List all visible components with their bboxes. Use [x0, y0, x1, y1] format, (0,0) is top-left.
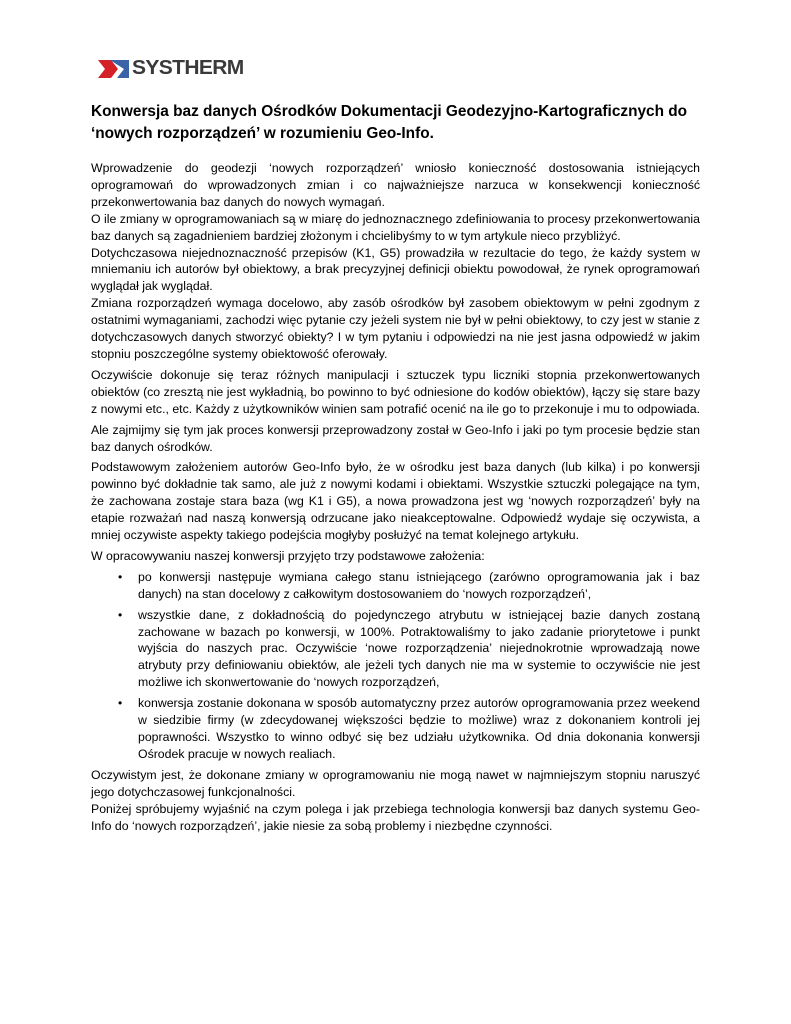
list-item-text: wszystkie dane, z dokładnością do pojedynczego atrybutu w istniejącej bazie danych zostaną zachowane w bazach po konwersji, w 100%. Potraktowaliśmy to jako zadanie priorytetowe i punkt wyjścia do naszych prac. Oczywiście ‘nowe rozporządzenia’ niejednokrotnie wprowadzają nowe atrybuty przy definiowaniu obiektów, ale jeżeli tych danych nie ma w systemie to oczywiście nie jest możliwe ich skonwertowanie do ‘nowych rozporządzeń,: [138, 607, 700, 690]
paragraph-three-assumptions: W opracowywaniu naszej konwersji przyjęto trzy podstawowe założenia:: [91, 548, 485, 563]
logo-wordmark: SYSTHERM: [132, 57, 244, 79]
bullet-icon: •: [118, 696, 123, 711]
paragraph-manipulations: Oczywiście dokonuje się teraz różnych manipulacji i sztuczek typu liczniki stopnia przekonwertowanych obiektów (co zresztą nie jest wykładnią, bo powinno to być odniesione do kodów obiektów), łączy się stare bazy z nowymi etc., etc. Każdy z użytkowników winien sam potrafić ocenić na ile go to przekonuje i mu to odpowiada.: [91, 367, 700, 416]
article-body: [91, 160, 700, 834]
paragraph-intro: Wprowadzenie do geodezji ‘nowych rozporządzeń’ wniosło konieczność dostosowania istniejących oprogramowań do wprowadzonych zmian i co najważniejsze narzuca w konsekwencji konieczność przekonwertowania baz danych do nowych wymagań.: [91, 161, 700, 209]
systherm-logo-mark-icon: [98, 58, 130, 78]
list-item: [91, 695, 700, 763]
document-title: Konwersja baz danych Ośrodków Dokumentacji Geodezyjno-Kartograficznych do ‘nowych rozporządzeń’ w rozumieniu Geo-Info.: [91, 103, 688, 142]
paragraph-changes: O ile zmiany w oprogramowaniach są w miarę do jednoznacznego zdefiniowania to procesy przekonwertowania baz danych są zagadnieniem bardziej złożonym i chcielibyśmy to w tym artykule nieco przybliżyć.: [91, 211, 700, 243]
paragraph-functionality: Oczywistym jest, że dokonane zmiany w oprogramowaniu nie mogą nawet w najmniejszym stopniu naruszyć jego dotychczasowej funkcjonalności.: [91, 767, 700, 799]
list-item: [91, 569, 700, 603]
list-item-text: konwersja zostanie dokonana w sposób automatyczny przez autorów oprogramowania przez weekend w siedzibie firmy (w zdecydowanej większości będzie to możliwe) wraz z dokonaniem kontroli jej poprawności. Wszystko to winno odbyć się bez udziału użytkownika. Od dnia dokonania konwersji Ośrodek pracuje w nowych realiach.: [138, 696, 700, 761]
paragraph-explanation: Poniżej spróbujemy wyjaśnić na czym polega i jak przebiega technologia konwersji baz danych systemu Geo-Info do ‘nowych rozporządzeń’, jakie niesie za sobą problemy i niezbędne czynności.: [91, 801, 700, 833]
paragraph-requirements: Zmiana rozporządzeń wymaga docelowo, aby zasób ośrodków był zasobem obiektowym w pełni zgodnym z ostatnimi wymaganiami, zachodzi więc pytanie czy jeżeli system nie był w pełni obiektowy, to czy jest w stanie z dotychczasowych danych stworzyć obiekty? I w tym pytaniu i odpowiedzi na nie jest jasna odpowiedź w jakim stopniu poszczególne systemy obiektowość oferowały.: [91, 296, 700, 361]
paragraph-conversion-process: Ale zajmijmy się tym jak proces konwersji przeprowadzony został w Geo-Info i jaki po tym procesie będzie stan baz danych ośrodków.: [91, 422, 700, 454]
systherm-logo: [98, 57, 244, 79]
paragraph-assumption: Podstawowym założeniem autorów Geo-Info było, że w ośrodku jest baza danych (lub kilka) i po konwersji powinno być dokładnie tak samo, ale już z nowymi kodami i obiektami. Wszystkie sztuczki polegające na tym, że zachowana zostaje stara baza (wg K1 i G5), a nowa prowadzona jest wg ‘nowych rozporządzeń’ były na etapie rozważań nad naszą konwersją odrzucane jako nieakceptowalne. Odpowiedź wydaje się oczywista, a mniej oczywiste aspekty takiego podejścia mogłyby posłużyć na temat kolejnego artykułu.: [91, 460, 700, 543]
bullet-icon: •: [118, 607, 123, 622]
list-item-text: po konwersji następuje wymiana całego stanu istniejącego (zarówno oprogramowania jak i baz danych) na stan docelowy z całkowitym dostosowaniem do ‘nowych rozporządzeń’,: [138, 569, 700, 601]
assumptions-list: [91, 569, 700, 763]
paragraph-ambiguity: Dotychczasowa niejednoznaczność przepisów (K1, G5) prowadziła w rezultacie do tego, że każdy system w mniemaniu ich autorów był obiektowy, a brak precyzyjnej definicji obiektu powodował, że rynek oprogramowań wyglądał jak wyglądał.: [91, 245, 700, 294]
list-item: [91, 607, 700, 692]
bullet-icon: •: [118, 569, 123, 584]
